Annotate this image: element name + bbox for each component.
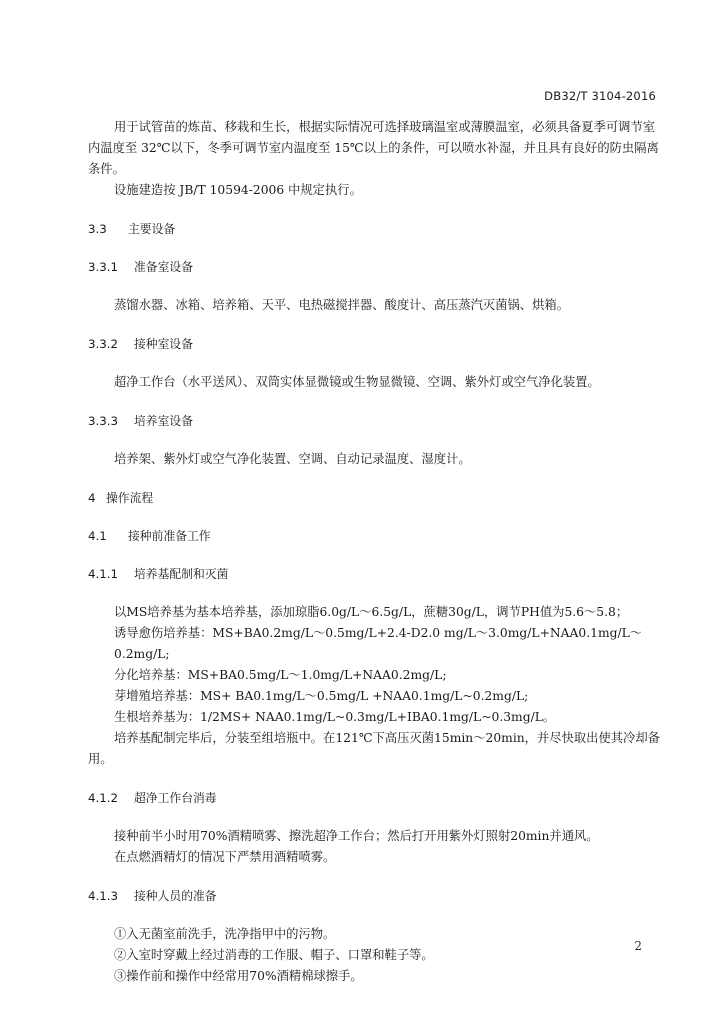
list-item-wipe-hands: ③操作前和操作中经常用70%酒精棉球擦手。 xyxy=(114,969,363,983)
paragraph-culture-room-equipment: 培养架、紫外灯或空气净化装置、空调、自动记录温度、湿度计。 xyxy=(114,452,471,466)
heading-3-3-2: 3.3.2 接种室设备 xyxy=(88,337,193,351)
page-number: 2 xyxy=(634,939,642,953)
list-item-wear-gear: ②入室时穿戴上经过消毒的工作服、帽子、口罩和鞋子等。 xyxy=(114,948,434,962)
paragraph-proliferation-medium: 芽增殖培养基：MS+ BA0.1mg/L～0.5mg/L +NAA0.1mg/L~0.2mg/L; xyxy=(114,689,529,703)
document-body xyxy=(88,117,660,987)
heading-3-3-3: 3.3.3 培养室设备 xyxy=(88,414,193,428)
paragraph-facility-standard: 设施建造按 JB/T 10594-2006 中规定执行。 xyxy=(114,183,362,197)
list-item-wash-hands: ①入无菌室前洗手，洗净指甲中的污物。 xyxy=(114,927,336,941)
paragraph-callus-medium: 诱导愈伤培养基：MS+BA0.2mg/L～0.5mg/L+2.4-D2.0 mg/L～3.0mg/L+NAA0.1mg/L～0.2mg/L; xyxy=(114,626,643,661)
heading-4: 4 操作流程 xyxy=(88,491,154,505)
heading-4-1-1: 4.1.1 培养基配制和灭菌 xyxy=(88,567,229,581)
paragraph-inoculation-room-equipment: 超净工作台（水平送风）、双筒实体显微镜或生物显微镜、空调、紫外灯或空气净化装置。 xyxy=(114,375,600,389)
heading-4-1-2: 4.1.2 超净工作台消毒 xyxy=(88,791,217,805)
paragraph-bench-disinfection: 接种前半小时用70%酒精喷雾、擦洗超净工作台；然后打开用紫外灯照射20min并通风。 xyxy=(114,829,599,843)
heading-3-3-1: 3.3.1 准备室设备 xyxy=(88,260,193,274)
paragraph-sterilization: 培养基配制完毕后，分装至组培瓶中。在121℃下高压灭菌15min～20min，并尽快取出使其冷却备用。 xyxy=(88,731,660,766)
heading-4-1-3: 4.1.3 接种人员的准备 xyxy=(88,889,217,903)
paragraph-greenhouse: 用于试管苗的炼苗、移栽和生长，根据实际情况可选择玻璃温室或薄膜温室，必须具备夏季可调节室内温度至 32℃以下，冬季可调节室内温度至 15℃以上的条件，可以喷水补湿，并且具有良好的防虫隔离条件。 xyxy=(88,120,659,176)
standard-code: DB32/T 3104-2016 xyxy=(544,89,656,103)
heading-3-3: 3.3 主要设备 xyxy=(88,222,176,236)
heading-4-1: 4.1 接种前准备工作 xyxy=(88,529,211,543)
paragraph-alcohol-warning: 在点燃酒精灯的情况下严禁用酒精喷雾。 xyxy=(114,850,336,864)
paragraph-differentiation-medium: 分化培养基：MS+BA0.5mg/L～1.0mg/L+NAA0.2mg/L; xyxy=(114,668,447,682)
paragraph-base-medium: 以MS培养基为基本培养基，添加琼脂6.0g/L～6.5g/L，蔗糖30g/L，调节PH值为5.6～5.8； xyxy=(114,605,629,619)
paragraph-prep-room-equipment: 蒸馏水器、冰箱、培养箱、天平、电热磁搅拌器、酸度计、高压蒸汽灭菌锅、烘箱。 xyxy=(114,298,569,312)
paragraph-rooting-medium: 生根培养基为：1/2MS+ NAA0.1mg/L~0.3mg/L+IBA0.1mg/L~0.3mg/L。 xyxy=(114,710,556,724)
